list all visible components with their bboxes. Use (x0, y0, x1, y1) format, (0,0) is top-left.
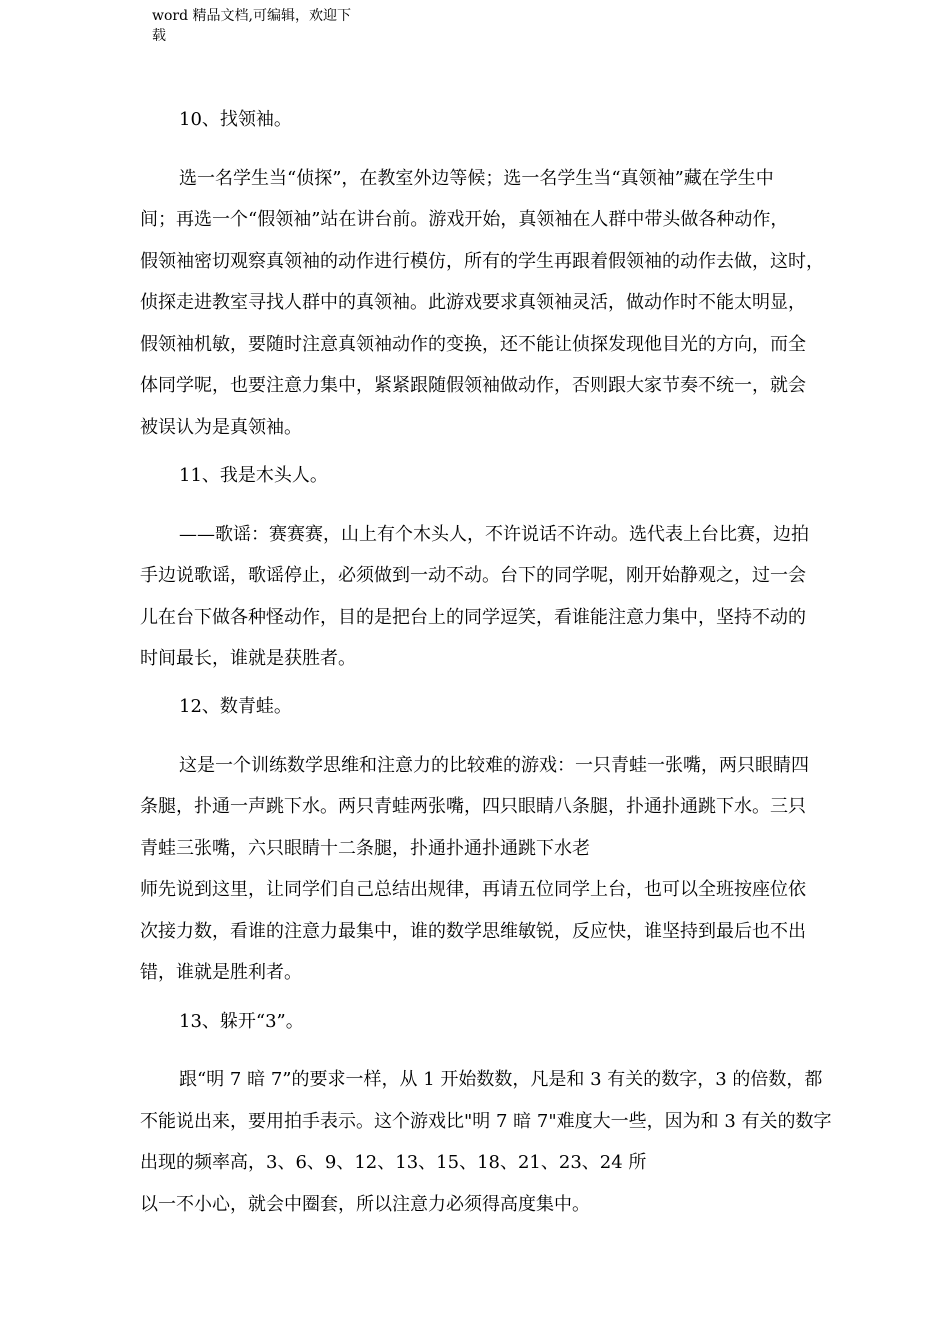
text-line: 假领袖密切观察真领袖的动作进行模仿，所有的学生再跟着假领袖的动作去做，这时， (140, 251, 824, 272)
text-line: 假领袖机敏，要随时注意真领袖动作的变换，还不能让侦探发现他目光的方向，而全 (140, 334, 806, 355)
text-line: 师先说到这里，让同学们自己总结出规律，再请五位同学上台，也可以全班按座位依 (140, 879, 806, 900)
text-line: 出现的频率高，3、6、9、12、13、15、18、21、23、24 所 (140, 1152, 647, 1173)
heading-10: 10、找领袖。 (179, 109, 292, 130)
text-line: 跟“明 7 暗 7”的要求一样，从 1 开始数数，凡是和 3 有关的数字，3 的倍数，都 (179, 1069, 823, 1090)
text-line: 侦探走进教室寻找人群中的真领袖。此游戏要求真领袖灵活，做动作时不能太明显， (140, 292, 806, 313)
text-line: 条腿，扑通一声跳下水。两只青蛙两张嘴，四只眼睛八条腿，扑通扑通跳下水。三只 (140, 796, 806, 817)
text-line: 手边说歌谣，歌谣停止，必须做到一动不动。台下的同学呢，刚开始静观之，过一会 (140, 565, 806, 586)
text-line: 儿在台下做各种怪动作，目的是把台上的同学逗笑，看谁能注意力集中，坚持不动的 (140, 607, 806, 628)
heading-11: 11、我是木头人。 (179, 465, 328, 486)
text-line: 间；再选一个“假领袖”站在讲台前。游戏开始，真领袖在人群中带头做各种动作， (140, 209, 789, 230)
text-line: 这是一个训练数学思维和注意力的比较难的游戏：一只青蛙一张嘴，两只眼睛四 (179, 755, 809, 776)
text-line: 不能说出来，要用拍手表示。这个游戏比"明 7 暗 7"难度大一些，因为和 3 有关的数字 (140, 1111, 832, 1132)
heading-13: 13、躲开“3”。 (179, 1011, 304, 1032)
text-line: 被误认为是真领袖。 (140, 417, 302, 438)
page-header (152, 6, 352, 46)
heading-12: 12、数青蛙。 (179, 696, 292, 717)
text-line: 体同学呢，也要注意力集中，紧紧跟随假领袖做动作，否则跟大家节奏不统一，就会 (140, 375, 806, 396)
header-line-1: word 精品文档,可编辑，欢迎下 (152, 8, 351, 24)
header-line-2: 载 (152, 28, 166, 44)
text-line: 以一不小心，就会中圈套，所以注意力必须得高度集中。 (140, 1194, 590, 1215)
text-line: 时间最长，谁就是获胜者。 (140, 648, 356, 669)
text-line: 青蛙三张嘴，六只眼睛十二条腿，扑通扑通扑通跳下水老 (140, 838, 590, 859)
text-line: 次接力数，看谁的注意力最集中，谁的数学思维敏锐，反应快，谁坚持到最后也不出 (140, 921, 806, 942)
text-line: ——歌谣：赛赛赛，山上有个木头人，不许说话不许动。选代表上台比赛，边拍 (179, 524, 809, 545)
text-line: 错，谁就是胜利者。 (140, 962, 302, 983)
text-line: 选一名学生当“侦探”，在教室外边等候；选一名学生当“真领袖”藏在学生中 (179, 168, 774, 189)
